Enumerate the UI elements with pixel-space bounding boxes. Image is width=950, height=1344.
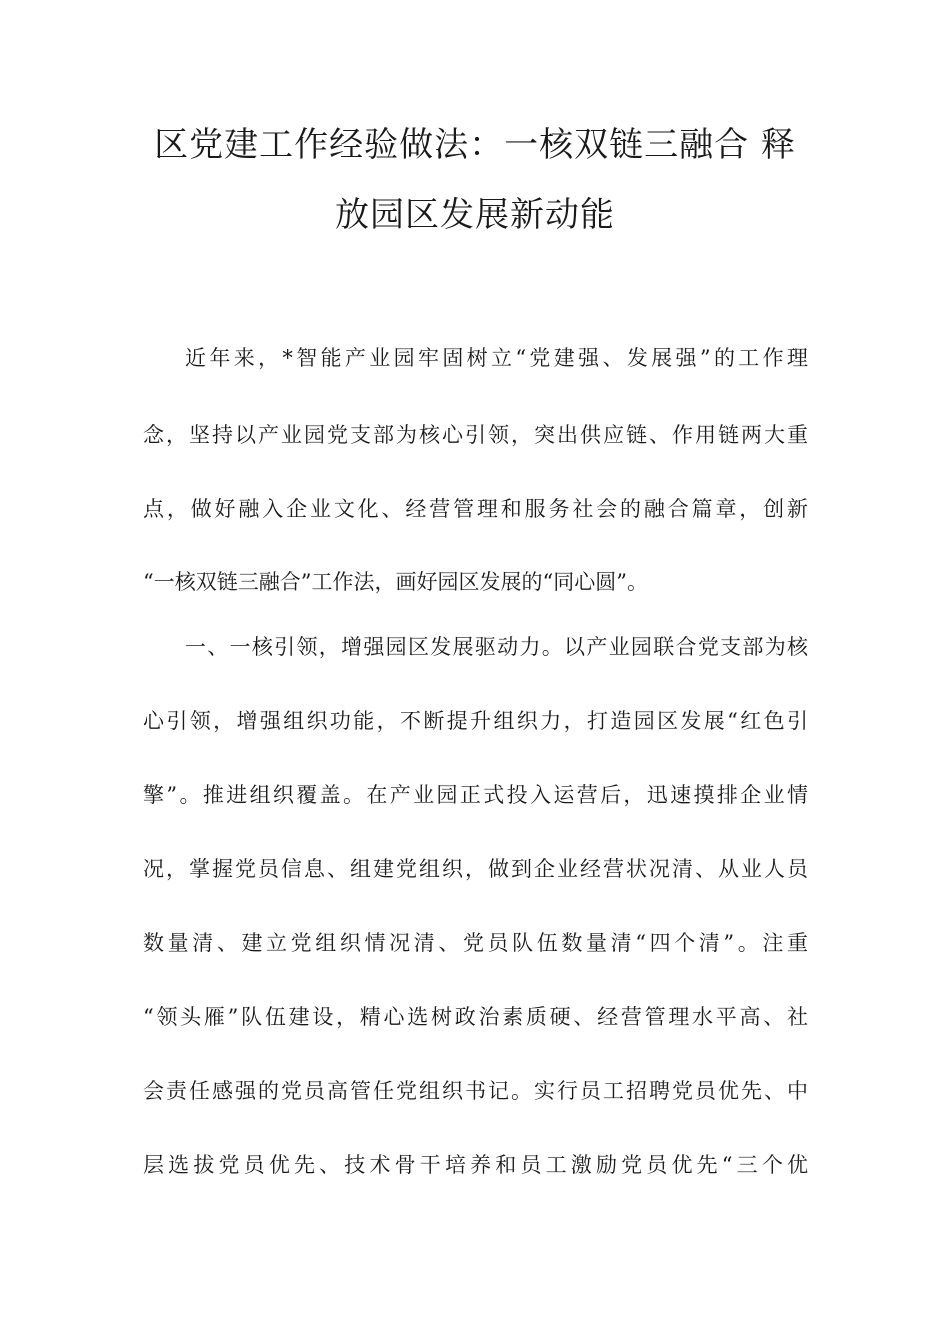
paragraph-2-line-1: 一、一核引领，增强园区发展驱动力。以产业园联合党支部为核 (185, 635, 808, 659)
paragraph-1-line-2: 念，坚持以产业园党支部为核心引领，突出供应链、作用链两大重 (143, 423, 808, 447)
title-line-2: 放园区发展新动能 (335, 195, 615, 235)
paragraph-1-line-4: “一核双链三融合”工作法，画好园区发展的“同心圆”。 (143, 570, 648, 594)
paragraph-2-line-2: 心引领，增强组织功能，不断提升组织力，打造园区发展“红色引 (143, 709, 808, 733)
paragraph-2-line-5: 数量清、建立党组织情况清、党员队伍数量清“四个清”。注重 (143, 931, 808, 955)
paragraph-1-line-1: 近年来，*智能产业园牢固树立“党建强、发展强”的工作理 (185, 346, 808, 370)
paragraph-2-line-3: 擎”。推进组织覆盖。在产业园正式投入运营后，迅速摸排企业情 (143, 783, 808, 807)
document-title (120, 110, 830, 250)
paragraph-1-line-3: 点，做好融入企业文化、经营管理和服务社会的融合篇章，创新 (143, 497, 808, 521)
title-line-1: 区党建工作经验做法：一核双链三融合 释 (154, 125, 796, 165)
paragraph-2-line-4: 况，掌握党员信息、组建党组织，做到企业经营状况清、从业人员 (143, 857, 808, 881)
paragraph-2-line-6: “领头雁”队伍建设，精心选树政治素质硬、经营管理水平高、社 (143, 1005, 808, 1029)
paragraph-2-line-8: 层选拔党员优先、技术骨干培养和员工激励党员优先“三个优 (143, 1153, 808, 1177)
paragraph-2-line-7: 会责任感强的党员高管任党组织书记。实行员工招聘党员优先、中 (143, 1079, 808, 1103)
